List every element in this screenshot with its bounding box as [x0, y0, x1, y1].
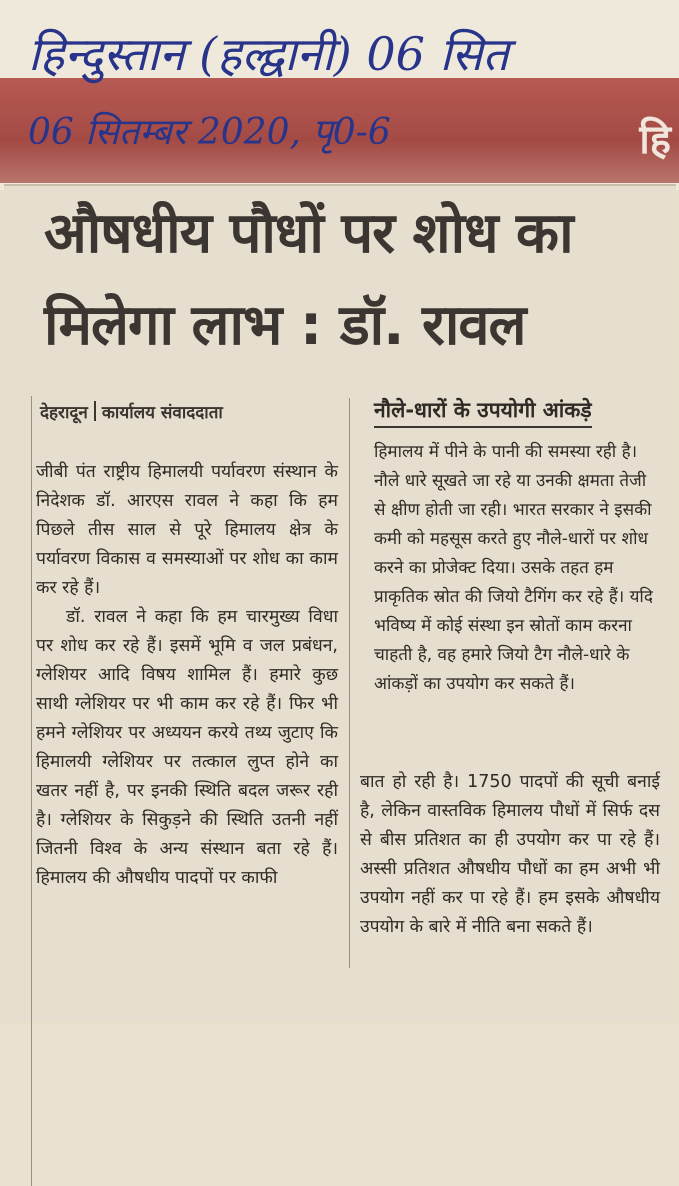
column-divider-middle: [349, 398, 350, 968]
byline-source: कार्यालय संवाददाता: [101, 403, 223, 423]
sidebox-heading: नौले-धारों के उपयोगी आंकड़े: [374, 396, 592, 428]
byline-place: देहरादून: [40, 403, 88, 423]
byline: [40, 400, 223, 423]
article-column-2: [360, 768, 660, 942]
article-column-1: [36, 458, 338, 893]
sidebox-text: हिमालय में पीने के पानी की समस्या रही है। नौले धारे सूखते जा रहे या उनकी क्षमता तेजी से क्षीण होती जा रही। भारत सरकार ने इसकी कमी को महसूस करते हुए नौले-धारों पर शोध करने का प्रोजेक्ट दिया। उसके तहत हम प्राकृतिक स्रोत की जियो टैगिंग कर रहे हैं। यदि भविष्य में कोई संस्था इन स्रोतों काम करना चाहती है, वह हमारे जियो टैग नौले-धारे के आंकड़ों का उपयोग कर सकते हैं।: [374, 442, 653, 694]
handwritten-date-note: 06 सितम्बर 2020, पृ0-6: [28, 112, 391, 153]
masthead-fragment: हि: [639, 117, 671, 163]
article-headline: औषधीय पौधों पर शोध का मिलेगा लाभ : डॉ. रावल: [44, 201, 573, 358]
byline-separator: [94, 401, 96, 421]
column-divider-left: [31, 396, 32, 1186]
paragraph-1: जीबी पंत राष्ट्रीय हिमालयी पर्यावरण संस्थान के निदेशक डॉ. आरएस रावल ने कहा कि हम पिछले तीस साल से पूरे हिमालय क्षेत्र के पर्यावरण विकास व समस्याओं पर शोध का काम कर रहे हैं।: [36, 462, 338, 598]
paragraph-2: डॉ. रावल ने कहा कि हम चारमुख्य विधा पर शोध कर रहे हैं। इसमें भूमि व जल प्रबंधन, ग्लेशियर आदि विषय शामिल हैं। हमारे कुछ साथी ग्लेशियर पर भी काम कर रहे हैं। फिर भी हमने ग्लेशियर पर अध्ययन करये तथ्य जुटाए कि हिमालयी ग्लेशियर पर तत्काल लुप्त होने का खतर नहीं है, पर इनकी स्थिति बदल जरूर रही है। ग्लेशियर के सिकुड़ने की स्थिति उतनी नहीं जितनी विश्व के अन्य संस्थान बता रहे हैं। हिमालय की औषधीय पादपों पर काफी: [36, 607, 338, 888]
handwritten-source-note: हिन्दुस्तान (हल्द्वानी) 06 सित: [28, 27, 509, 81]
article: [4, 186, 676, 1020]
paragraph-3: बात हो रही है। 1750 पादपों की सूची बनाई है, लेकिन वास्तविक हिमालय पौधों में सिर्फ दस से बीस प्रतिशत का ही उपयोग कर पा रहे हैं। अस्सी प्रतिशत औषधीय पौधों का हम अभी भी उपयोग नहीं कर पा रहे हैं। हम इसके औषधीय उपयोग के बारे में नीति बना सकते हैं।: [360, 772, 660, 937]
